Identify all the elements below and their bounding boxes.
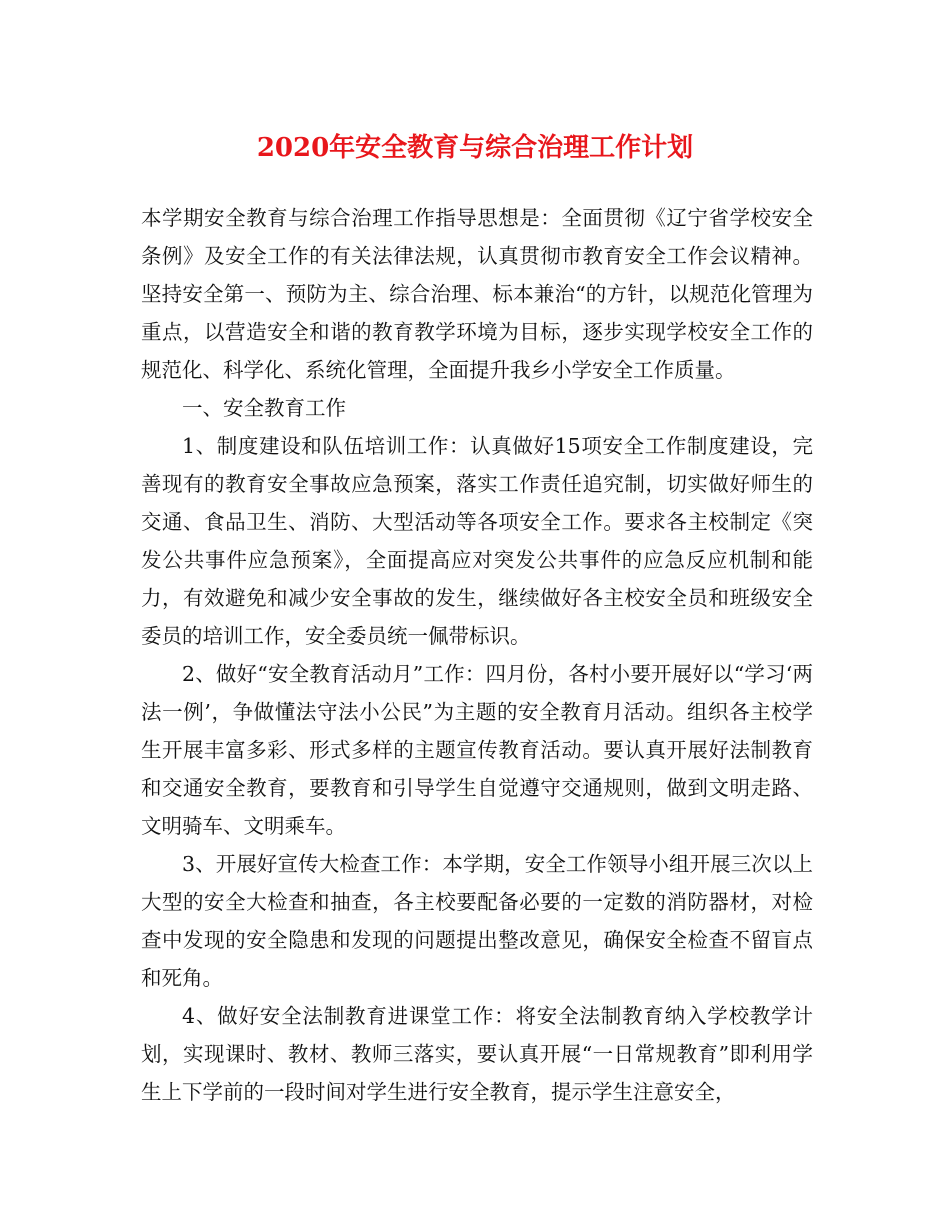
paragraph-item-3: 3、开展好宣传大检查工作：本学期，安全工作领导小组开展三次以上大型的安全大检查和抽查，各主校要配备必要的一定数的消防器材，对检查中发现的安全隐患和发现的问题提出整改意见，确保安全检查不留盲点和死角。	[141, 852, 813, 990]
document-title: 2020年安全教育与综合治理工作计划	[256, 133, 694, 163]
paragraph-item-2: 2、做好“安全教育活动月”工作：四月份，各村小要开展好以“学习‘两法一例’，争做懂法守法小公民”为主题的安全教育月活动。组织各主校学生开展丰富多彩、形式多样的主题宣传教育活动。要认真开展好法制教育和交通安全教育，要教育和引导学生自觉遵守交通规则，做到文明走路、文明骑车、文明乘车。	[141, 662, 813, 838]
section-heading-safety-education: 一、安全教育工作	[182, 396, 346, 420]
document-body	[141, 199, 813, 1111]
paragraph-item-4: 4、做好安全法制教育进课堂工作：将安全法制教育纳入学校教学计划，实现课时、教材、教师三落实，要认真开展“一日常规教育”即利用学生上下学前的一段时间对学生进行安全教育，提示学生注意安全，	[141, 1004, 813, 1104]
intro-paragraph: 本学期安全教育与综合治理工作指导思想是：全面贯彻《辽宁省学校安全条例》及安全工作的有关法律法规，认真贯彻市教育安全工作会议精神。坚持安全第一、预防为主、综合治理、标本兼治“的方针，以规范化管理为重点，以营造安全和谐的教育教学环境为目标，逐步实现学校安全工作的规范化、科学化、系统化管理，全面提升我乡小学安全工作质量。	[141, 206, 813, 382]
paragraph-item-1: 1、制度建设和队伍培训工作：认真做好15项安全工作制度建设，完善现有的教育安全事故应急预案，落实工作责任追究制，切实做好师生的交通、食品卫生、消防、大型活动等各项安全工作。要求各主校制定《突发公共事件应急预案》，全面提高应对突发公共事件的应急反应机制和能力，有效避免和减少安全事故的发生，继续做好各主校安全员和班级安全委员的培训工作，安全委员统一佩带标识。	[141, 434, 813, 648]
